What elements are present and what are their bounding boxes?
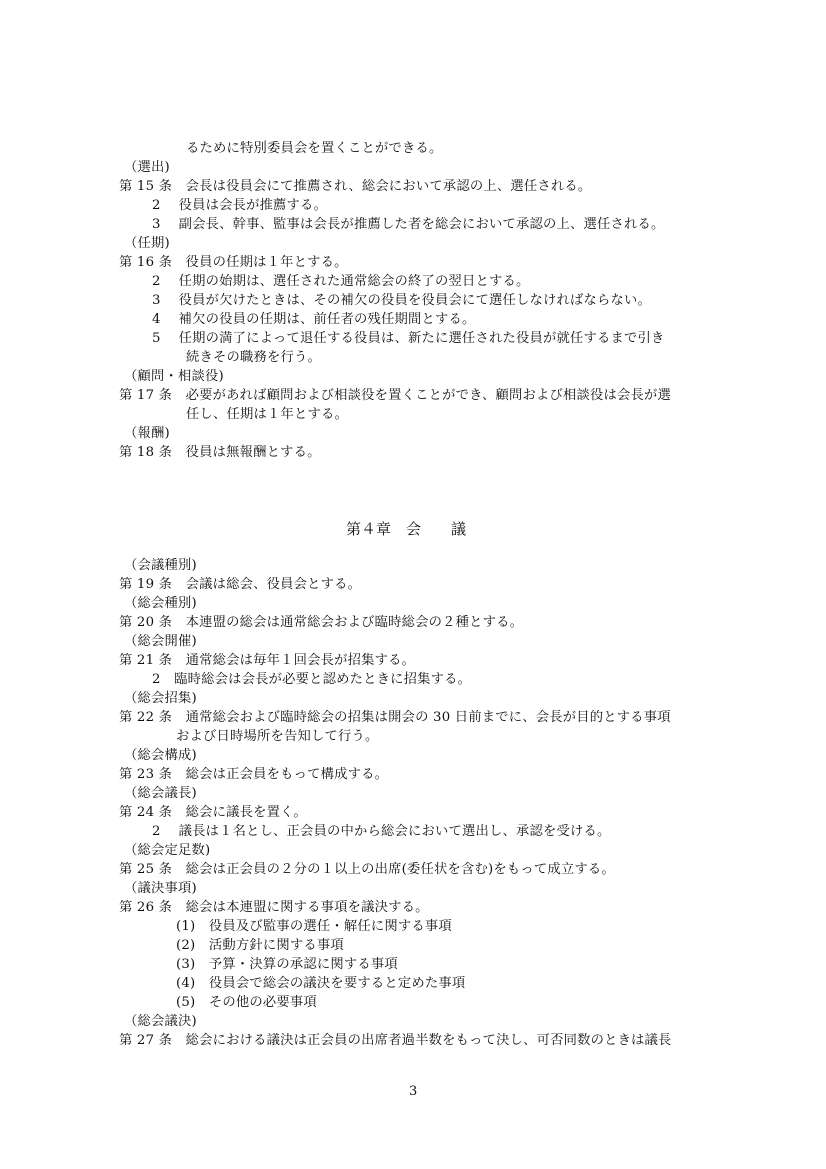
list-item: (4) 役員会で総会の議決を要すると定めた事項	[176, 976, 466, 991]
clause-text: 5 任期の満了によって退任する役員は、新たに選任された役員が就任するまで引き	[152, 331, 665, 346]
article-text: 第 25 条 総会は正会員の２分の１以上の出席(委任状を含む)をもって成立する。	[119, 862, 615, 877]
article-text: 第 17 条 必要があれば顧問および相談役を置くことができ、顧問および相談役は会長が選	[119, 388, 672, 403]
section-heading: （総会定足数)	[124, 843, 211, 858]
section-heading: （任期)	[124, 236, 170, 251]
section-heading: （顧問・相談役)	[124, 369, 224, 384]
list-item: (5) その他の必要事項	[176, 995, 317, 1010]
section-heading: （総会招集)	[124, 691, 197, 706]
section-heading: （総会議決)	[124, 1014, 197, 1029]
article-text: 第 24 条 総会に議長を置く。	[119, 805, 307, 820]
clause-text: 2 議長は１名とし、正会員の中から総会において選出し、承認を受ける。	[152, 824, 611, 839]
clause-text: 3 役員が欠けたときは、その補欠の役員を役員会にて選任しなければならない。	[152, 293, 651, 308]
article-text: 第 22 条 通常総会および臨時総会の招集は開会の 30 日前までに、会長が目的とする事項	[119, 710, 671, 725]
section-heading: （総会議長)	[124, 786, 197, 801]
text-line: 任し、任期は１年とする。	[186, 407, 348, 422]
section-heading: （総会開催)	[124, 634, 197, 649]
clause-text: 2 役員は会長が推薦する。	[152, 198, 328, 213]
section-heading: （選出)	[124, 160, 170, 175]
article-text: 第 20 条 本連盟の総会は通常総会および臨時総会の２種とする。	[119, 615, 524, 630]
article-text: 第 26 条 総会は本連盟に関する事項を議決する。	[119, 900, 429, 915]
article-text: 第 16 条 役員の任期は１年とする。	[119, 255, 348, 270]
clause-text: 2 臨時総会は会長が必要と認めたときに招集する。	[152, 672, 472, 687]
section-heading: （総会種別)	[124, 596, 197, 611]
text-line: および日時場所を告知して行う。	[176, 729, 379, 744]
clause-text: 3 副会長、幹事、監事は会長が推薦した者を総会において承認の上、選任される。	[152, 217, 665, 232]
article-text: 第 15 条 会長は役員会にて推薦され、総会において承認の上、選任される。	[119, 179, 592, 194]
list-item: (3) 予算・決算の承認に関する事項	[176, 957, 398, 972]
section-heading: （報酬)	[124, 426, 170, 441]
article-text: 第 19 条 会議は総会、役員会とする。	[119, 577, 362, 592]
article-text: 第 27 条 総会における議決は正会員の出席者過半数をもって決し、可否同数のときは議長	[119, 1033, 672, 1048]
article-text: 第 18 条 役員は無報酬とする。	[119, 445, 321, 460]
section-heading: （総会構成)	[124, 748, 197, 763]
list-item: (2) 活動方針に関する事項	[176, 938, 344, 953]
clause-text: 4 補欠の役員の任期は、前任者の残任期間とする。	[152, 312, 476, 327]
section-heading: （会議種別)	[124, 558, 197, 573]
article-text: 第 21 条 通常総会は毎年１回会長が招集する。	[119, 653, 416, 668]
article-text: 第 23 条 総会は正会員をもって構成する。	[119, 767, 389, 782]
text-line: 続きその職務を行う。	[186, 350, 321, 365]
list-item: (1) 役員及び監事の選任・解任に関する事項	[176, 919, 452, 934]
page-number: 3	[409, 1084, 418, 1099]
text-line: るために特別委員会を置くことができる。	[186, 141, 443, 156]
clause-text: 2 任期の始期は、選任された通常総会の終了の翌日とする。	[152, 274, 530, 289]
section-heading: （議決事項)	[124, 881, 197, 896]
chapter-title: 第４章 会 議	[346, 520, 467, 538]
